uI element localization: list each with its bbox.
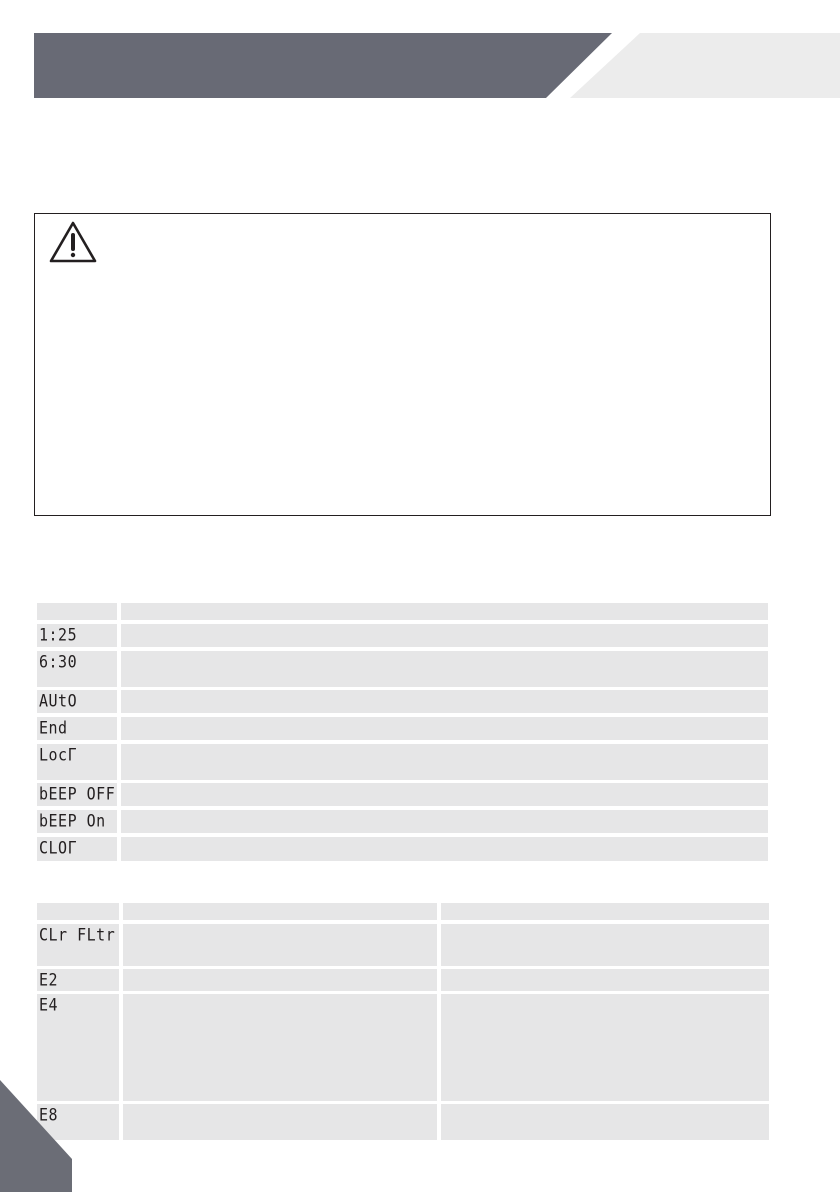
error-row [37, 924, 769, 966]
status-description [121, 810, 768, 833]
display-code: 6:30 [39, 651, 78, 672]
error-header-code [37, 903, 119, 920]
status-description [121, 651, 768, 687]
error-header-cause [123, 903, 437, 920]
status-row [37, 744, 768, 780]
status-code [37, 651, 117, 687]
error-row [37, 1104, 769, 1140]
error-cause [123, 994, 437, 1101]
status-row [37, 624, 768, 647]
error-solution [441, 969, 769, 991]
status-description [121, 717, 768, 740]
header-tab [0, 0, 840, 110]
display-code: CLOΓ [39, 837, 78, 858]
header-tab-shape [570, 33, 840, 98]
status-row [37, 837, 768, 861]
status-row [37, 783, 768, 806]
display-code: E8 [39, 1104, 59, 1125]
error-code [37, 924, 119, 966]
display-code: bEEP On [39, 810, 106, 831]
status-code [37, 717, 117, 740]
status-row [37, 717, 768, 740]
display-code: End [39, 717, 68, 738]
status-description [121, 783, 768, 806]
error-row [37, 994, 769, 1101]
status-header-description [121, 603, 768, 620]
corner-decoration [0, 1080, 80, 1192]
status-row [37, 690, 768, 713]
status-header-code [37, 603, 117, 620]
display-code: CLr FLtr [39, 924, 116, 945]
status-code [37, 624, 117, 647]
error-header-solution [441, 903, 769, 920]
display-code: AUtO [39, 690, 78, 711]
display-code: LocΓ [39, 744, 78, 765]
status-code [37, 690, 117, 713]
warning-box [34, 213, 771, 516]
error-solution [441, 994, 769, 1101]
status-row [37, 810, 768, 833]
error-solution [441, 1104, 769, 1140]
error-solution [441, 924, 769, 966]
status-code [37, 783, 117, 806]
status-description [121, 624, 768, 647]
status-description [121, 744, 768, 780]
error-code [37, 969, 119, 991]
status-row [37, 651, 768, 687]
error-cause [123, 969, 437, 991]
error-cause [123, 924, 437, 966]
error-row [37, 969, 769, 991]
warning-triangle-icon [48, 219, 98, 265]
display-code: E2 [39, 969, 59, 990]
error-cause [123, 1104, 437, 1140]
status-table-header [37, 603, 768, 620]
status-description [121, 690, 768, 713]
status-code [37, 744, 117, 780]
status-description [121, 837, 768, 861]
status-code [37, 837, 117, 861]
status-code [37, 810, 117, 833]
corner-decoration-shape [0, 1080, 72, 1192]
display-code: E4 [39, 994, 59, 1015]
error-table-header [37, 903, 769, 920]
display-code: 1:25 [39, 624, 78, 645]
display-code: bEEP OFF [39, 783, 116, 804]
